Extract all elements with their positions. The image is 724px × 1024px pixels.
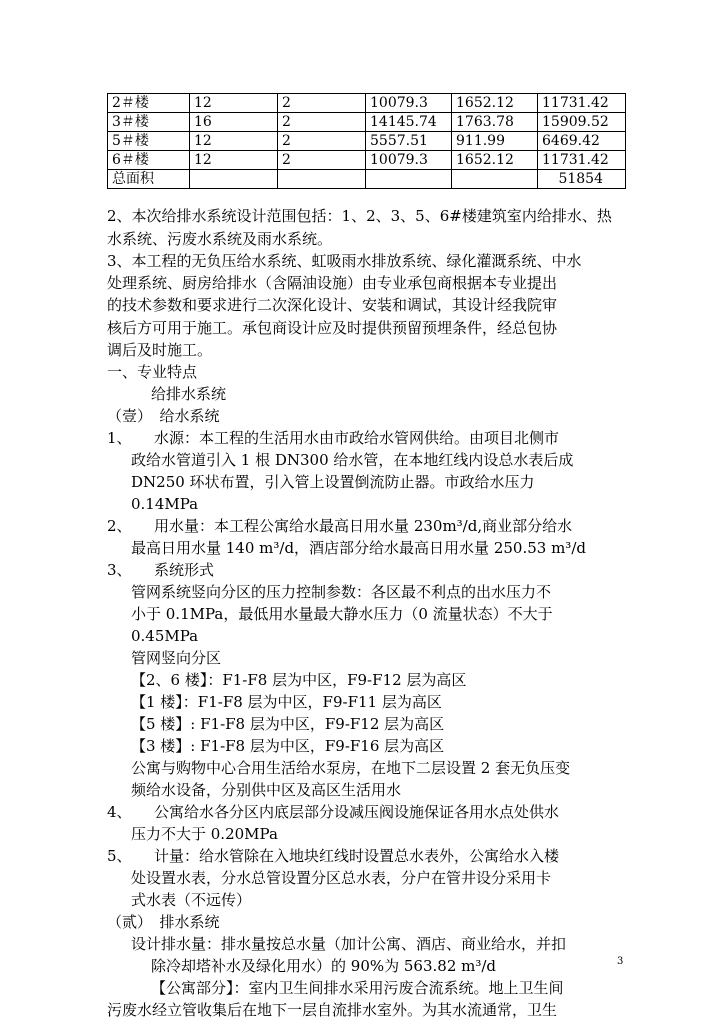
- line-5: 的技术参数和要求进行二次深化设计、安装和调试，其设计经我院审: [107, 296, 558, 314]
- table-cell: 2: [278, 113, 366, 132]
- page-number: 3: [617, 956, 624, 967]
- line-20: 0.45MPa: [131, 627, 199, 645]
- table-cell: 11731.42: [538, 151, 626, 170]
- line-31: 处设置水表，分水总管设置分区总水表，分户在管井设分采用卡: [131, 869, 552, 887]
- line-21: 管网竖向分区: [131, 649, 222, 667]
- line-13: DN250 环状布置，引入管上设置倒流防止器。市政给水压力: [131, 473, 535, 491]
- line-32: 式水表（不远传）: [131, 891, 252, 909]
- table-cell: [190, 170, 278, 189]
- line-1: 2、本次给排水系统设计范围包括：1、2、3、5、6#楼建筑室内给排水、热: [107, 207, 612, 225]
- table-cell: 2: [278, 94, 366, 113]
- table-cell: 3＃楼: [108, 113, 190, 132]
- line-26: 公寓与购物中心合用生活给水泵房，在地下二层设置 2 套无负压变: [131, 759, 571, 777]
- table-row: [108, 113, 626, 132]
- line-4: 处理系统、厨房给排水（含隔油设施）由专业承包商根据本专业提出: [107, 274, 558, 292]
- line-27: 频给水设备，分别供中区及高区生活用水: [131, 781, 402, 799]
- table-cell: 6＃楼: [108, 151, 190, 170]
- line-36: 【公寓部分】：室内卫生间排水采用污废合流系统。地上卫生间: [151, 979, 564, 997]
- line-29: 压力不大于 0.20MPa: [131, 825, 278, 843]
- table-cell: 总面积: [108, 170, 190, 189]
- table-cell: [366, 170, 452, 189]
- line-7: 调后及时施工。: [107, 341, 213, 359]
- line-17: 3、 系统形式: [107, 561, 215, 579]
- area-table: [107, 93, 626, 189]
- table-cell: 12: [190, 132, 278, 151]
- line-11: 1、 水源：本工程的生活用水由市政给水管网供给。由项目北侧市: [107, 429, 560, 447]
- table-cell: 5＃楼: [108, 132, 190, 151]
- table-cell: 6469.42: [538, 132, 626, 151]
- line-6: 核后方可用于施工。承包商设计应及时提供预留预埋条件，经总包协: [107, 319, 558, 337]
- table-row: [108, 170, 626, 189]
- section-heading: 一、专业特点: [107, 363, 198, 381]
- drainage-heading: （贰） 排水系统: [107, 913, 220, 931]
- table-cell: 2: [278, 132, 366, 151]
- line-25: 【3 楼】: F1-F8 层为中区，F9-F16 层为高区: [131, 737, 445, 755]
- table-cell: 12: [190, 94, 278, 113]
- line-3: 3、本工程的无负压给水系统、虹吸雨水排放系统、绿化灌溉系统、中水: [107, 252, 582, 270]
- table-cell: 1763.78: [452, 113, 538, 132]
- table-cell: 10079.3: [366, 94, 452, 113]
- line-24: 【5 楼】: F1-F8 层为中区，F9-F12 层为高区: [131, 715, 445, 733]
- table-cell: 1652.12: [452, 151, 538, 170]
- line-30: 5、 计量：给水管除在入地块红线时设置总水表外，公寓给水入楼: [107, 847, 560, 865]
- line-23: 【1 楼】：F1-F8 层为中区，F9-F11 层为高区: [131, 693, 442, 711]
- table-cell: 2＃楼: [108, 94, 190, 113]
- line-19: 小于 0.1MPa，最低用水量最大静水压力（0 流量状态）不大于: [131, 605, 553, 623]
- table-row: [108, 94, 626, 113]
- line-37: 污废水经立管收集后在地下一层自流排水室外。为其水流通常，卫生: [107, 1001, 558, 1019]
- line-28: 4、 公寓给水各分区内底层部分设减压阀设施保证各用水点处供水: [107, 803, 560, 821]
- line-22: 【2、6 楼】：F1-F8 层为中区，F9-F12 层为高区: [131, 671, 467, 689]
- line-2: 水系统、污废水系统及雨水系统。: [107, 230, 333, 248]
- table-cell: [278, 170, 366, 189]
- line-34: 设计排水量：排水量按总水量（加计公寓、酒店、商业给水，并扣: [131, 935, 567, 953]
- table-cell: 15909.52: [538, 113, 626, 132]
- table-cell: 14145.74: [366, 113, 452, 132]
- table-cell: 911.99: [452, 132, 538, 151]
- table-cell: [452, 170, 538, 189]
- water-supply-heading: （壹） 给水系统: [107, 407, 220, 425]
- table-cell: 2: [278, 151, 366, 170]
- table-cell: 10079.3: [366, 151, 452, 170]
- line-14: 0.14MPa: [131, 495, 199, 513]
- table-cell: 51854: [538, 170, 626, 189]
- subsection-heading: 给排水系统: [151, 385, 227, 403]
- table-cell: 11731.42: [538, 94, 626, 113]
- line-15: 2、 用水量：本工程公寓给水最高日用水量 230m³/d,商业部分给水: [107, 517, 573, 535]
- line-18: 管网系统竖向分区的压力控制参数：各区最不利点的出水压力不: [131, 583, 552, 601]
- table-cell: 16: [190, 113, 278, 132]
- line-16: 最高日用水量 140 m³/d，酒店部分给水最高日用水量 250.53 m³/d: [131, 539, 586, 557]
- table-row: [108, 132, 626, 151]
- line-12: 政给水管道引入 1 根 DN300 给水管，在本地红线内设总水表后成: [131, 451, 574, 469]
- line-35: 除冷却塔补水及绿化用水）的 90%为 563.82 m³/d: [151, 957, 497, 975]
- table-row: [108, 151, 626, 170]
- table-cell: 12: [190, 151, 278, 170]
- table-cell: 1652.12: [452, 94, 538, 113]
- table-cell: 5557.51: [366, 132, 452, 151]
